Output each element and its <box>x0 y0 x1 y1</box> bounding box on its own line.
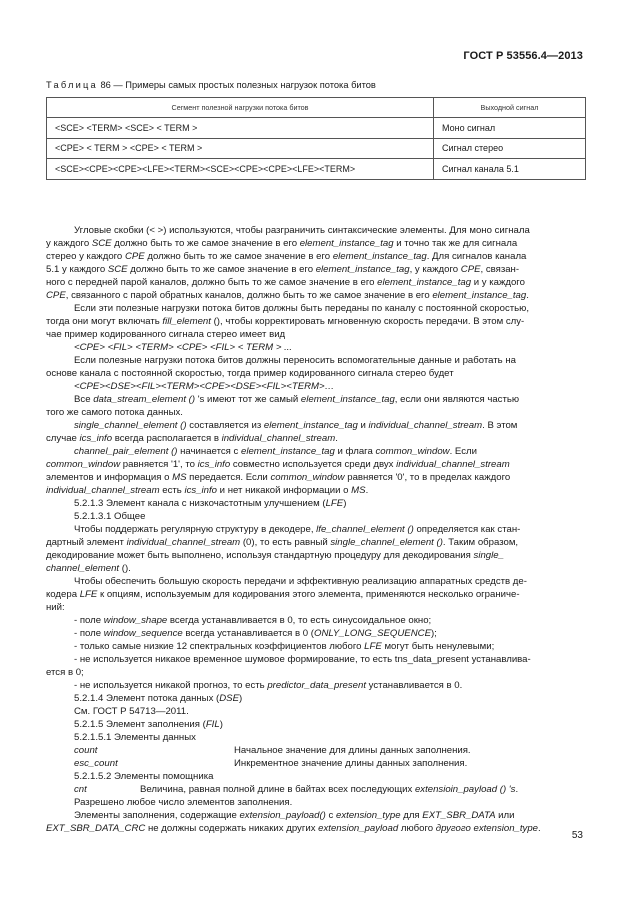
table-cell-segment: <SCE><CPE><CPE><LFE><TERM><SCE><CPE><CPE><LFE><TERM> <box>47 159 434 180</box>
paragraph-line: Элементы заполнения, содержащие extension_payload() с extension_type для EXT_SBR_DATA или <box>74 810 515 821</box>
body-text <box>46 224 586 835</box>
code-example: <CPE><DSE><FIL><TERM><CPE><DSE><FIL><TERM>… <box>74 381 335 392</box>
paragraph-line: common_window равняется '1', то ics_info совместно используется среди двух individual_channel_stream <box>46 459 510 470</box>
table-cell-output: Моно сигнал <box>434 118 586 139</box>
caption-text: — Примеры самых простых полезных нагрузок потока битов <box>113 80 376 90</box>
table-cell-output: Сигнал стерео <box>434 138 586 159</box>
page-number: 53 <box>571 830 583 841</box>
section-heading: 5.2.1.3 Элемент канала с низкочастотным улучшением (LFE) <box>74 498 347 509</box>
list-item: ется в 0; <box>46 667 84 678</box>
section-heading: 5.2.1.5.1 Элементы данных <box>74 732 196 743</box>
paragraph-line: элементов и информация о MS передается. Если common_window равняется '0', то в пределах каждого <box>46 472 511 483</box>
section-heading: 5.2.1.3.1 Общее <box>74 511 146 522</box>
caption-number: 86 <box>100 80 111 90</box>
paragraph-line: чае пример кодированного сигнала стерео имеет вид <box>46 329 286 340</box>
paragraph-line: у каждого SCE должно быть то же самое значение в его element_instance_tag и точно так же для сигнала <box>46 238 518 249</box>
paragraph-line: EXT_SBR_DATA_CRC не должны содержать никаких других extension_payload любого другого extension_type. <box>46 823 541 834</box>
document-code: ГОСТ Р 53556.4—2013 <box>463 50 583 62</box>
paragraph-line: Если эти полезные нагрузки потока битов должны быть переданы по каналу с постоянной скоростью, <box>74 303 529 314</box>
paragraph-line: Угловые скобки (< >) используются, чтобы разграничить синтаксические элементы. Для моно сигнала <box>74 225 530 236</box>
paragraph-line: CPE, связанного с парой обратных каналов, должно быть то же самое значение в его element_instance_tag. <box>46 290 529 301</box>
reference-line: См. ГОСТ Р 54713—2011. <box>74 706 189 717</box>
definition-desc: Начальное значение для длины данных заполнения. <box>234 745 471 756</box>
paragraph-line: стерео у каждого CPE должно быть то же самое значение в его element_instance_tag. Для сигналов канала <box>46 251 527 262</box>
paragraph-line: single_channel_element () составляется из element_instance_tag и individual_channel_stream. В этом <box>74 420 518 431</box>
definition-row <box>46 783 586 796</box>
table-caption <box>46 80 586 90</box>
paragraph-line: Если полезные нагрузки потока битов должны переносить вспомогательные данные и работать на <box>74 355 516 366</box>
section-heading: 5.2.1.5 Элемент заполнения (FIL) <box>74 719 223 730</box>
list-item: - поле window_sequence всегда устанавливается в 0 (ONLY_LONG_SEQUENCE); <box>74 628 437 639</box>
caption-label: Таблица <box>46 80 98 90</box>
table-cell-output: Сигнал канала 5.1 <box>434 159 586 180</box>
table-row <box>47 159 586 180</box>
definition-term: count <box>74 745 98 756</box>
paragraph-line: Чтобы обеспечить большую скорость передачи и эффективную реализацию аппаратных средств де- <box>74 576 527 587</box>
table-header-row <box>47 98 586 118</box>
paragraph-line: Разрешено любое число элементов заполнения. <box>74 797 293 808</box>
table-cell-segment: <SCE> <TERM> <SCE> < TERM > <box>47 118 434 139</box>
definition-desc: Инкрементное значение длины данных заполнения. <box>234 758 468 769</box>
table-header-output: Выходной сигнал <box>434 98 586 118</box>
paragraph-line: дартный элемент individual_channel_stream (0), то есть равный single_channel_element (). Таким образом, <box>46 537 519 548</box>
table-cell-segment: <CPE> < TERM > <CPE> < TERM > <box>47 138 434 159</box>
table-row <box>47 118 586 139</box>
paragraph-line: кодера LFE к опциям, используемым для кодирования этого элемента, применяются несколько ограниче- <box>46 589 520 600</box>
section-heading: 5.2.1.5.2 Элементы помощника <box>74 771 214 782</box>
paragraph-line: декодирование может быть выполнено, используя стандартную процедуру для декодирования single_ <box>46 550 504 561</box>
list-item: - только самые низкие 12 спектральных коэффициентов любого LFE могут быть ненулевыми; <box>74 641 495 652</box>
table-row <box>47 138 586 159</box>
definition-desc: Величина, равная полной длине в байтах всех последующих extensioin_payload () 's. <box>140 784 519 795</box>
list-item: - поле window_shape всегда устанавливается в 0, то есть синусоидальное окно; <box>74 615 432 626</box>
paragraph-line: Чтобы поддержать регулярную структуру в декодере, lfe_channel_element () определяется как стан- <box>74 524 521 535</box>
definition-row <box>46 757 586 770</box>
paragraph-line: Все data_stream_element () 's имеют тот же самый element_instance_tag, если они являются частью <box>74 394 520 405</box>
paragraph-line: 5.1 у каждого SCE должно быть то же самое значение в его element_instance_tag, у каждого CPE, связан- <box>46 264 520 275</box>
code-example: <CPE> <FIL> <TERM> <CPE> <FIL> < TERM > ... <box>74 342 293 353</box>
paragraph-line: ного с передней парой каналов, должно быть то же самое значение в его element_instance_tag и у каждого <box>46 277 525 288</box>
definition-term: cnt <box>74 784 87 795</box>
table-header-segment: Сегмент полезной нагрузки потока битов <box>47 98 434 118</box>
paragraph-line: individual_channel_stream есть ics_info и нет никакой информации о MS. <box>46 485 369 496</box>
paragraph-line: channel_pair_element () начинается с element_instance_tag и флага common_window. Если <box>74 446 477 457</box>
definition-row <box>46 744 586 757</box>
section-heading: 5.2.1.4 Элемент потока данных (DSE) <box>74 693 243 704</box>
paragraph-line: channel_element (). <box>46 563 131 574</box>
definition-term: esc_count <box>74 758 118 769</box>
paragraph-line: основе канала с постоянной скоростью, тогда пример кодированного сигнала стерео будет <box>46 368 454 379</box>
paragraph-line: тогда они могут включать fill_element (), чтобы корректировать мгновенную скорость передачи. В этом слу- <box>46 316 525 327</box>
paragraph-line: случае ics_info всегда располагается в individual_channel_stream. <box>46 433 338 444</box>
paragraph-line: того же самого потока данных. <box>46 407 183 418</box>
list-item: - не используется никакой прогноз, то есть predictor_data_present устанавливается в 0. <box>74 680 463 691</box>
payload-examples-table <box>46 97 586 180</box>
paragraph-line: ний: <box>46 602 65 613</box>
list-item: - не используется никакое временное шумовое формирование, то есть tns_data_present устанавлива- <box>74 654 531 665</box>
